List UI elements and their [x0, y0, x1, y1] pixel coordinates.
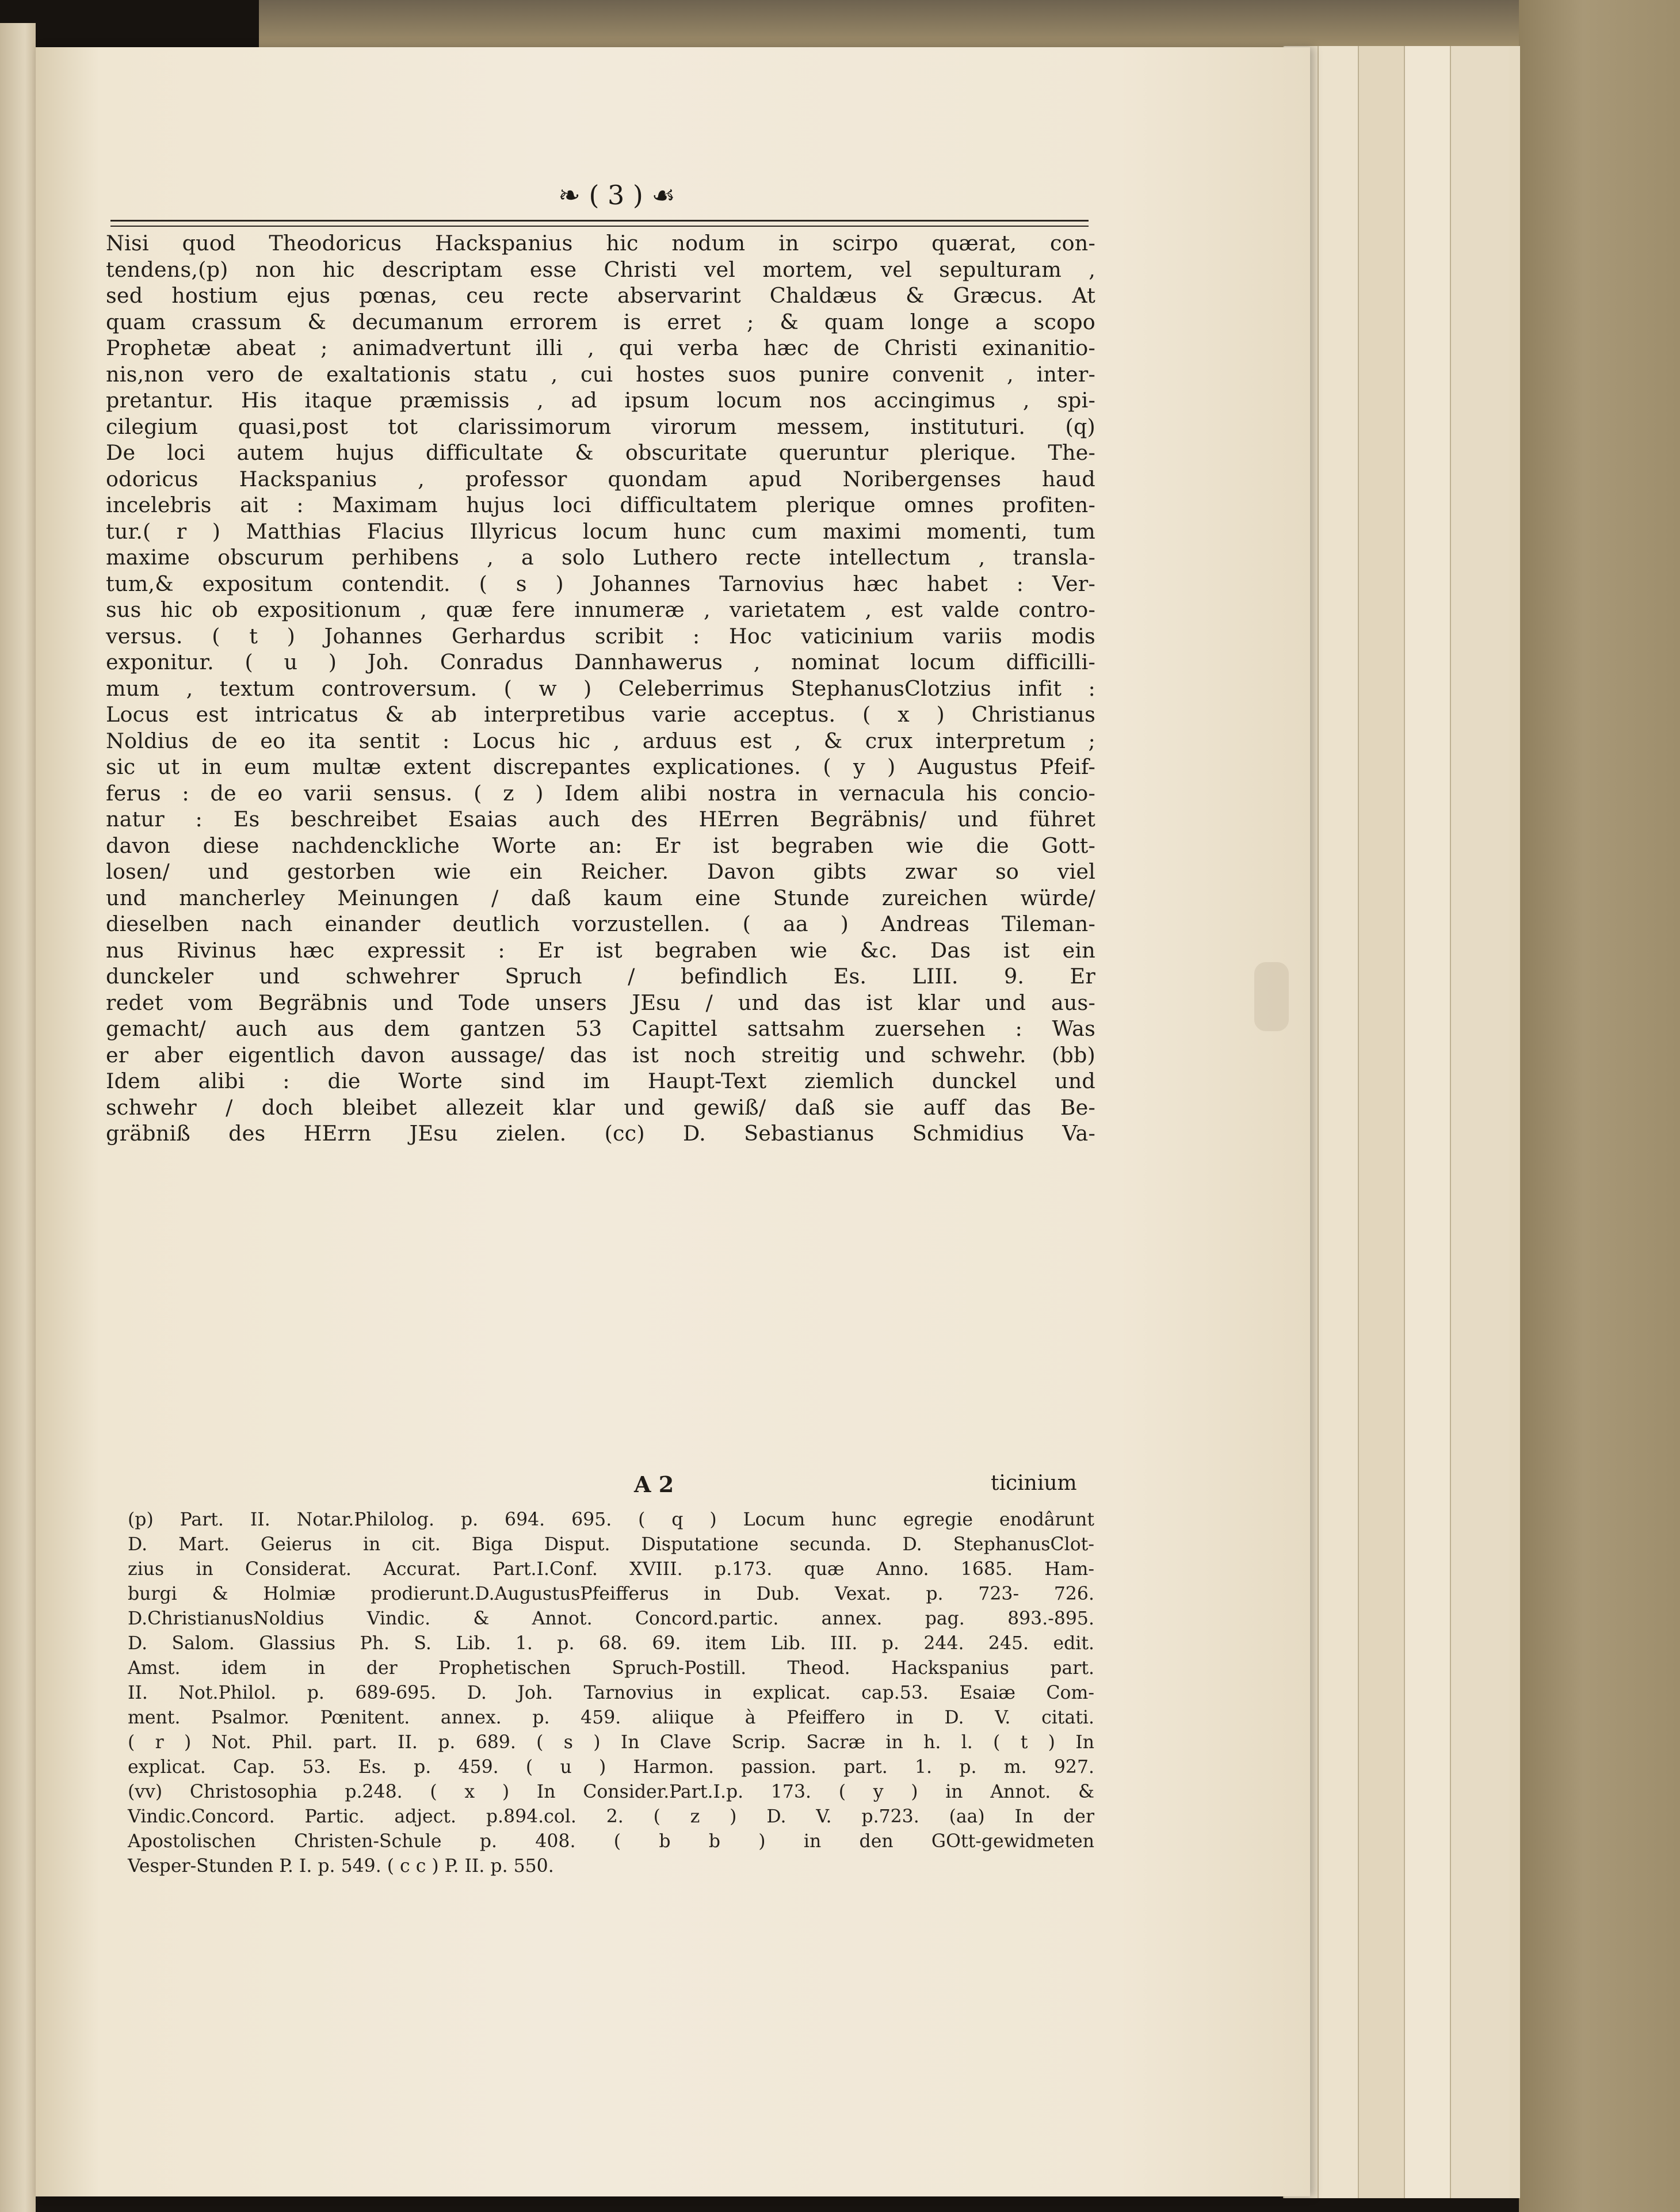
body-line: versus. ( t ) Johannes Gerhardus scribit : Hoc vaticinium variis modis [106, 623, 1095, 649]
footnote-line: zius in Considerat. Accurat. Part.I.Conf. XVIII. p.173. quæ Anno. 1685. Ham- [128, 1559, 1094, 1580]
footnote-line: Apostolischen Christen-Schule p. 408. ( b b ) in den GOtt-gewidmeten [128, 1831, 1094, 1852]
body-line: sed hostium ejus pœnas, ceu recte abservarint Chaldæus & Græcus. At [106, 283, 1095, 308]
body-line: cilegium quasi,post tot clarissimorum virorum messem, instituturi. (q) [106, 414, 1095, 439]
footnote-line: Amst. idem in der Prophetischen Spruch-Postill. Theod. Hackspanius part. [128, 1658, 1094, 1679]
body-line: Nisi quod Theodoricus Hackspanius hic nodum in scirpo quærat, con- [106, 231, 1095, 255]
body-line: quam crassum & decumanum errorem is erret ; & quam longe a scopo [106, 309, 1095, 334]
body-line: natur : Es beschreibet Esaias auch des HErren Begräbnis/ und führet [106, 807, 1095, 832]
body-line: incelebris ait : Maximam hujus loci difficultatem plerique omnes profiten- [106, 493, 1095, 517]
footnote-line: explicat. Cap. 53. Es. p. 459. ( u ) Harmon. passion. part. 1. p. m. 927. [128, 1757, 1094, 1778]
page-header: ❧ ( 3 ) ☙ [558, 180, 675, 211]
binding-board-top [259, 0, 1680, 52]
body-line: tum,& expositum contendit. ( s ) Johannes Tarnovius hæc habet : Ver- [106, 571, 1095, 596]
binding-board [1519, 0, 1680, 2212]
body-line: dunckeler und schwehrer Spruch / befindlich Es. LIII. 9. Er [106, 964, 1095, 989]
body-line: Locus est intricatus & ab interpretibus varie acceptus. ( x ) Christianus [106, 702, 1095, 727]
header-rule [110, 220, 1089, 227]
body-line: tur.( r ) Matthias Flacius Illyricus locum hunc cum maximi momenti, tum [106, 518, 1095, 544]
paper-stain [1254, 962, 1289, 1031]
body-line: Idem alibi : die Worte sind im Haupt-Text ziemlich dunckel und [106, 1069, 1095, 1093]
body-line: maxime obscurum perhibens , a solo Luthero recte intellectum , transla- [106, 545, 1095, 570]
body-line: gräbniß des HErrn JEsu zielen. (cc) D. Sebastianus Schmidius Va- [106, 1121, 1095, 1146]
body-line: sic ut in eum multæ extent discrepantes explicationes. ( y ) Augustus Pfeif- [106, 754, 1095, 779]
footnote-line: II. Not.Philol. p. 689-695. D. Joh. Tarnovius in explicat. cap.53. Esaiæ Com- [128, 1683, 1094, 1703]
footnote-line: D. Salom. Glassius Ph. S. Lib. 1. p. 68. 69. item Lib. III. p. 244. 245. edit. [128, 1633, 1094, 1654]
body-line: mum , textum controversum. ( w ) Celeberrimus StephanusClotzius infit : [106, 676, 1095, 701]
signature-mark: A 2 [634, 1471, 674, 1497]
footnotes [128, 1508, 1094, 1879]
body-line: Noldius de eo ita sentit : Locus hic , arduus est , & crux interpretum ; [106, 728, 1095, 753]
body-text [106, 230, 1095, 1147]
body-line: gemacht/ auch aus dem gantzen 53 Capittel sattsahm zuersehen : Was [106, 1016, 1095, 1041]
facing-page-edge [0, 23, 36, 2212]
footnote-line: ment. Psalmor. Pœnitent. annex. p. 459. aliique à Pfeiffero in D. V. citati. [128, 1707, 1094, 1728]
catchword: ticinium [991, 1471, 1077, 1495]
body-line: exponitur. ( u ) Joh. Conradus Dannhawerus , nominat locum difficilli- [106, 650, 1095, 674]
body-line: er aber eigentlich davon aussage/ das ist noch streitig und schwehr. (bb) [106, 1042, 1095, 1067]
body-line: sus hic ob expositionum , quæ fere innumeræ , varietatem , est valde contro- [106, 597, 1095, 622]
body-line: De loci autem hujus difficultate & obscuritate queruntur plerique. The- [106, 440, 1095, 465]
page-edge [1450, 46, 1509, 2198]
footnote-line: Vesper-Stunden P. I. p. 549. ( c c ) P. II. p. 550. [128, 1856, 554, 1877]
body-line: ferus : de eo varii sensus. ( z ) Idem alibi nostra in vernacula his concio- [106, 780, 1095, 806]
footnote-line: burgi & Holmiæ prodierunt.D.AugustusPfeifferus in Dub. Vexat. p. 723- 726. [128, 1584, 1094, 1604]
body-line: nus Rivinus hæc expressit : Er ist begraben wie &c. Das ist ein [106, 937, 1095, 963]
body-line: nis,non vero de exaltationis statu , cui hostes suos punire convenit , inter- [106, 361, 1095, 387]
page-footer [36, 1471, 1172, 1497]
footnote-line: ( r ) Not. Phil. part. II. p. 689. ( s ) In Clave Scrip. Sacræ in h. l. ( t ) In [128, 1732, 1094, 1753]
body-line: redet vom Begräbnis und Tode unsers JEsu / und das ist klar und aus- [106, 990, 1095, 1015]
body-line: tendens,(p) non hic descriptam esse Christi vel mortem, vel sepulturam , [106, 257, 1095, 282]
book-page [36, 47, 1310, 2196]
body-line: losen/ und gestorben wie ein Reicher. Davon gibts zwar so viel [106, 859, 1095, 884]
body-line: odoricus Hackspanius , professor quondam apud Noribergenses haud [106, 466, 1095, 491]
footnote-line: (p) Part. II. Notar.Philolog. p. 694. 695. ( q ) Locum hunc egregie enodârunt [128, 1509, 1094, 1530]
footnote-line: D. Mart. Geierus in cit. Biga Disput. Disputatione secunda. D. StephanusClot- [128, 1534, 1094, 1555]
footnote-line: (vv) Christosophia p.248. ( x ) In Consider.Part.I.p. 173. ( y ) in Annot. & [128, 1782, 1094, 1802]
body-line: pretantur. His itaque præmissis , ad ipsum locum nos accingimus , spi- [106, 388, 1095, 413]
body-line: Prophetæ abeat ; animadvertunt illi , qui verba hæc de Christi exinanitio- [106, 335, 1095, 360]
footnote-line: D.ChristianusNoldius Vindic. & Annot. Concord.partic. annex. pag. 893.-895. [128, 1608, 1094, 1629]
body-line: und mancherley Meinungen / daß kaum eine Stunde zureichen würde/ [106, 885, 1095, 910]
footnote-line: Vindic.Concord. Partic. adject. p.894.col. 2. ( z ) D. V. p.723. (aa) In der [128, 1806, 1094, 1827]
body-line: schwehr / doch bleibet allezeit klar und gewiß/ daß sie auff das Be- [106, 1094, 1095, 1120]
body-line: davon diese nachdenckliche Worte an: Er ist begraben wie die Gott- [106, 833, 1095, 858]
body-line: dieselben nach einander deutlich vorzustellen. ( aa ) Andreas Tileman- [106, 912, 1095, 936]
